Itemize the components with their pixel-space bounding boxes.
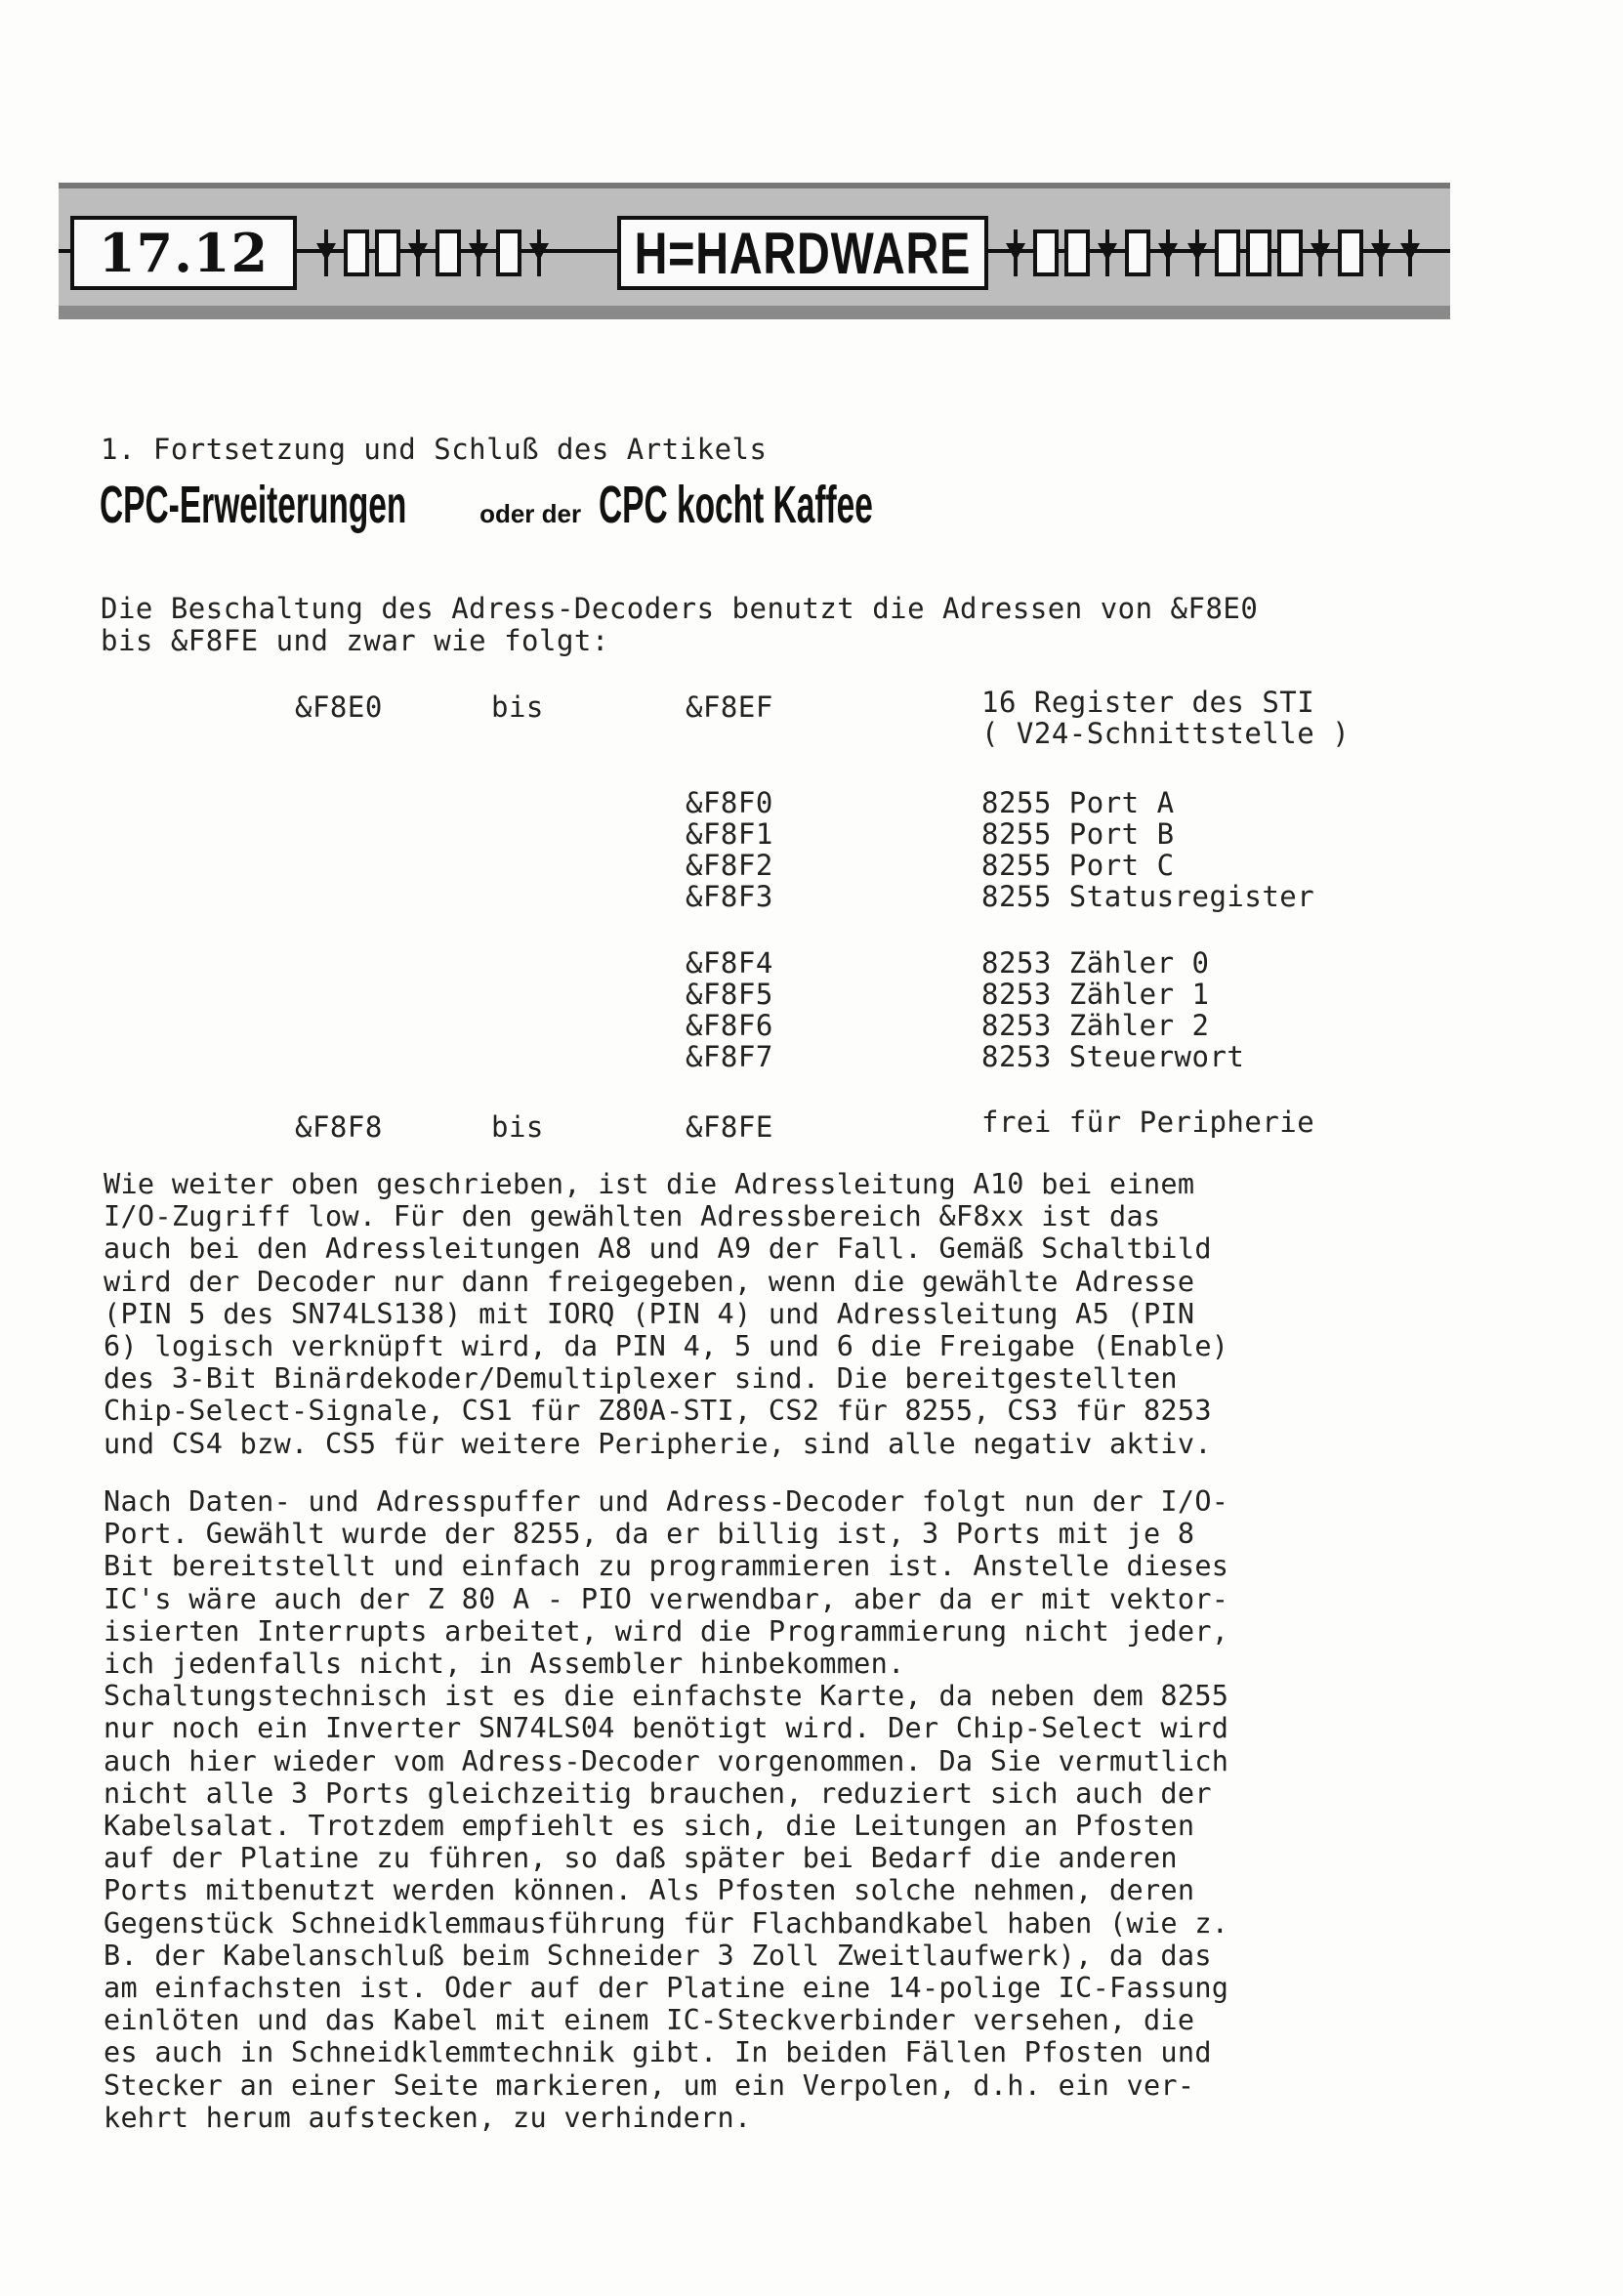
- capacitor-icon: [1398, 230, 1422, 276]
- resistor-icon: [1064, 230, 1090, 276]
- text-line: isierten Interrupts arbeitet, wird die Programmierung nicht jeder,: [104, 1614, 1229, 1648]
- table-cell-end: &F8F5: [686, 978, 773, 1011]
- text-line: Gegenstück Schneidklemmausführung für Flachbandkabel haben (wie z.: [104, 1906, 1229, 1940]
- resistor-icon: [375, 230, 400, 276]
- resistor-icon: [436, 230, 461, 276]
- table-cell-sep: bis: [491, 1110, 544, 1144]
- intro-text: [101, 593, 1258, 657]
- text-line: 6) logisch verknüpft wird, da PIN 4, 5 und 6 die Freigabe (Enable): [104, 1330, 1229, 1363]
- table-cell-desc: 8253 Zähler 2: [981, 1009, 1210, 1042]
- table-cell-end: &F8F0: [686, 786, 773, 819]
- table-cell-sep: bis: [491, 690, 544, 724]
- diode-icon: [1369, 230, 1393, 276]
- table-cell-desc: 8255 Statusregister: [981, 880, 1315, 913]
- diode-icon: [1186, 230, 1209, 276]
- title-connector: oder der: [479, 499, 582, 528]
- table-cell-desc: ( V24-Schnittstelle ): [981, 717, 1351, 750]
- table-cell-start: &F8E0: [295, 690, 383, 724]
- resistor-icon: [344, 230, 369, 276]
- diode-icon: [527, 230, 551, 276]
- section-label-box: [617, 216, 988, 290]
- text-line: kehrt herum aufstecken, zu verhindern.: [104, 2101, 752, 2134]
- text-line: Nach Daten- und Adresspuffer und Adress-Decoder folgt nun der I/O-: [104, 1485, 1229, 1518]
- text-line: Kabelsalat. Trotzdem empfiehlt es sich, die Leitungen an Pfosten: [104, 1810, 1195, 1843]
- table-cell-end: &F8F6: [686, 1009, 773, 1042]
- table-cell-desc: 8253 Zähler 1: [981, 978, 1210, 1011]
- table-cell-end: &F8F3: [686, 880, 773, 913]
- table-cell-end: &F8F4: [686, 946, 773, 980]
- table-cell-end: &F8F2: [686, 849, 773, 882]
- table-cell-desc: 8255 Port B: [981, 817, 1175, 851]
- table-cell-desc: 8255 Port A: [981, 786, 1175, 819]
- table-cell-desc: frei für Peripherie: [981, 1106, 1315, 1139]
- section-label: H=HARDWARE: [634, 220, 972, 286]
- table-cell-desc: 16 Register des STI: [981, 686, 1315, 719]
- text-line: auch bei den Adressleitungen A8 und A9 der Fall. Gemäß Schaltbild: [104, 1232, 1212, 1266]
- text-line: auf der Platine zu führen, so daß später bei Bedarf die anderen: [104, 1842, 1178, 1875]
- table-cell-desc: 8253 Steuerwort: [981, 1040, 1245, 1073]
- paragraph-decoder: [104, 1168, 1402, 1460]
- text-line: des 3-Bit Binärdekoder/Demultiplexer sind. Die bereitgestellten: [104, 1362, 1178, 1396]
- text-line: Bit bereitstellt und einfach zu programmieren ist. Anstelle dieses: [104, 1550, 1229, 1583]
- table-cell-start: &F8F8: [295, 1110, 383, 1144]
- resistor-icon: [1246, 230, 1271, 276]
- text-line: es auch in Schneidklemmtechnik gibt. In beiden Fällen Pfosten und: [104, 2036, 1212, 2069]
- resistor-icon: [1338, 230, 1363, 276]
- table-cell-end: &F8F1: [686, 817, 773, 851]
- table-cell-desc: 8255 Port C: [981, 849, 1175, 882]
- issue-number-box: [70, 216, 297, 290]
- resistor-icon: [1215, 230, 1240, 276]
- capacitor-icon: [467, 230, 490, 276]
- text-line: Chip-Select-Signale, CS1 für Z80A-STI, CS2 für 8255, CS3 für 8253: [104, 1395, 1212, 1428]
- text-line: Stecker an einer Seite markieren, um ein Verpolen, d.h. ein ver-: [104, 2068, 1195, 2102]
- title-secondary: CPC kocht Kaffee: [599, 476, 874, 534]
- section-banner: [59, 183, 1450, 319]
- text-line: Wie weiter oben geschrieben, ist die Adressleitung A10 bei einem: [104, 1168, 1195, 1200]
- text-line: Port. Gewählt wurde der 8255, da er billig ist, 3 Ports mit je 8: [104, 1518, 1195, 1551]
- article-subtitle: 1. Fortsetzung und Schluß des Artikels: [101, 433, 768, 466]
- intro-line: bis &F8FE und zwar wie folgt:: [101, 624, 609, 657]
- diode-icon: [406, 230, 430, 276]
- intro-line: Die Beschaltung des Adress-Decoders benutzt die Adressen von &F8E0: [101, 592, 1259, 625]
- issue-number: 17.12: [98, 222, 270, 284]
- text-line: ich jedenfalls nicht, in Assembler hinbekommen.: [104, 1648, 905, 1681]
- text-line: und CS4 bzw. CS5 für weitere Peripherie, sind alle negativ aktiv.: [104, 1427, 1212, 1460]
- circuit-symbols-left: [314, 228, 551, 278]
- text-line: (PIN 5 des SN74LS138) mit IORQ (PIN 4) und Adressleitung A5 (PIN: [104, 1297, 1195, 1330]
- text-line: nicht alle 3 Ports gleichzeitig brauchen, reduziert sich auch der: [104, 1776, 1212, 1810]
- text-line: Ports mitbenutzt werden können. Als Pfosten solche nehmen, deren: [104, 1874, 1195, 1907]
- title-main: CPC-Erweiterungen: [100, 476, 407, 534]
- text-line: nur noch ein Inverter SN74LS04 benötigt wird. Der Chip-Select wird: [104, 1712, 1229, 1745]
- paragraph-io-port: [104, 1485, 1402, 2134]
- text-line: IC's wäre auch der Z 80 A - PIO verwendbar, aber da er mit vektor-: [104, 1582, 1229, 1615]
- article-title: [100, 475, 1041, 535]
- table-cell-end: &F8F7: [686, 1040, 773, 1073]
- table-cell-desc: 8253 Zähler 0: [981, 946, 1210, 980]
- text-line: Schaltungstechnisch ist es die einfachste Karte, da neben dem 8255: [104, 1680, 1229, 1713]
- diode-icon: [314, 230, 338, 276]
- text-line: I/O-Zugriff low. Für den gewählten Adressbereich &F8xx ist das: [104, 1200, 1161, 1233]
- capacitor-icon: [1096, 230, 1119, 276]
- resistor-icon: [496, 230, 521, 276]
- text-line: B. der Kabelanschluß beim Schneider 3 Zoll Zweitlaufwerk), da das: [104, 1939, 1212, 1972]
- table-cell-end: &F8FE: [686, 1110, 773, 1144]
- table-cell-end: &F8EF: [686, 690, 773, 724]
- diode-icon: [1004, 230, 1027, 276]
- text-line: einlöten und das Kabel mit einem IC-Steckverbinder versehen, die: [104, 2004, 1195, 2037]
- resistor-icon: [1277, 230, 1303, 276]
- diode-icon: [1156, 230, 1180, 276]
- text-line: wird der Decoder nur dann freigegeben, wenn die gewählte Adresse: [104, 1265, 1195, 1298]
- capacitor-icon: [1309, 230, 1332, 276]
- resistor-icon: [1033, 230, 1059, 276]
- resistor-icon: [1125, 230, 1150, 276]
- text-line: auch hier wieder vom Adress-Decoder vorgenommen. Da Sie vermutlich: [104, 1744, 1229, 1777]
- text-line: am einfachsten ist. Oder auf der Platine eine 14-polige IC-Fassung: [104, 1972, 1229, 2005]
- circuit-symbols-right: [1004, 228, 1422, 278]
